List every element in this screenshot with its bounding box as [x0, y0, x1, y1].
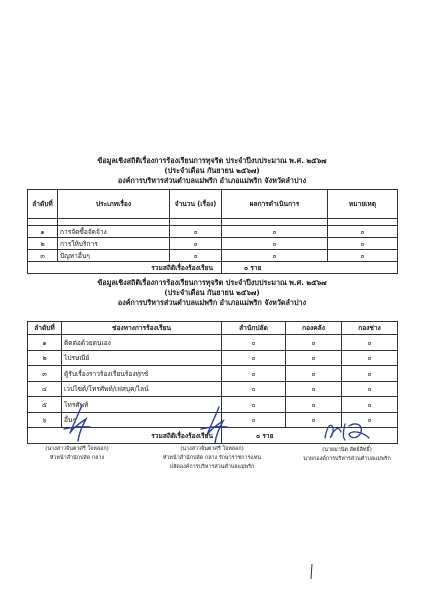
table-row [28, 238, 398, 250]
row-engineering: ๐ [342, 381, 398, 397]
table-spacer-row [28, 219, 398, 226]
row-note: ๐ [328, 238, 398, 250]
total-label: รวมสถิติเรื่องร้องเรียน [28, 428, 222, 444]
row-channel: เวปไซต์/โทรศัพท์/เฟสบุค/ไลน์ [62, 381, 222, 397]
row-engineering: ๐ [342, 350, 398, 366]
row-order: ๒ [28, 350, 62, 366]
row-engineering: ๐ [342, 397, 398, 413]
row-count: ๐ [170, 250, 222, 262]
header-office: สำนักปลัด [222, 322, 286, 335]
row-result: ๐ [222, 250, 328, 262]
handwritten-signature-icon [319, 418, 375, 446]
handwritten-signature-icon [52, 403, 102, 445]
section2-heading-line3: องค์การบริหารส่วนตำบลแม่พริก อำเภอแม่พริก จังหวัดลำปาง [117, 298, 307, 307]
section1-heading-line2: (ประจำเดือน กันยายน ๒๕๖๗) [164, 166, 260, 175]
row-channel: โทรศัพท์ [62, 397, 222, 413]
signature-3-name: (นายมานิต สัตย์สิทธิ์) [322, 447, 372, 453]
total-label: รวมสถิติเรื่องร้องเรียน [28, 262, 222, 274]
table-total-row [28, 262, 398, 274]
table-row [28, 226, 398, 238]
total-value: ๐ ราย [222, 428, 398, 444]
row-order: ๑ [28, 335, 62, 351]
row-note: ๐ [328, 250, 398, 262]
table-row [28, 381, 398, 397]
header-finance: กองคลัง [286, 322, 342, 335]
row-office: ๐ [222, 412, 286, 428]
row-type: ปัญหาอื่นๆ [58, 250, 170, 262]
row-result: ๐ [222, 226, 328, 238]
row-order: ๑ [28, 226, 58, 238]
header-order: ลำดับที่ [28, 190, 58, 219]
row-finance: ๐ [286, 381, 342, 397]
header-result: ผลการดำเนินการ [222, 190, 328, 219]
table-row [28, 366, 398, 382]
row-count: ๐ [170, 238, 222, 250]
header-order: ลำดับที่ [28, 322, 62, 335]
row-engineering: ๐ [342, 412, 398, 428]
handwritten-signature-icon [187, 405, 237, 445]
row-finance: ๐ [286, 397, 342, 413]
row-channel: อื่นๆ [62, 412, 222, 428]
complaint-type-table [27, 189, 398, 274]
row-order: ๒ [28, 238, 58, 250]
row-note: ๐ [328, 226, 398, 238]
row-order: ๓ [28, 366, 62, 382]
row-channel: ติดต่อด้วยตนเอง [62, 335, 222, 351]
row-finance: ๐ [286, 412, 342, 428]
row-office: ๐ [222, 335, 286, 351]
section1-heading-line1: ข้อมูลเชิงสถิติเรื่องการร้องเรียนการทุจริต ประจำปีงบประมาณ พ.ศ. ๒๕๖๗ [97, 156, 327, 165]
signature-2-name: (นางสาวจินตาศรี ใจหลอก) [180, 446, 244, 452]
row-engineering: ๐ [342, 366, 398, 382]
table-row [28, 350, 398, 366]
row-result: ๐ [222, 238, 328, 250]
header-type: ประเภทเรื่อง [58, 190, 170, 219]
header-note: หมายเหตุ [328, 190, 398, 219]
table-row [28, 335, 398, 351]
row-office: ๐ [222, 366, 286, 382]
signature-block-2 [150, 405, 274, 472]
table-header-row [28, 190, 398, 219]
signature-3-title: นายกองค์การบริหารส่วนตำบลแม่พริก [303, 456, 391, 462]
header-count: จำนวน (เรื่อง) [170, 190, 222, 219]
signature-1-name: (นางสาวจินตาศรี ใจหลอก) [45, 446, 109, 452]
row-finance: ๐ [286, 350, 342, 366]
header-engineering: กองช่าง [342, 322, 398, 335]
signature-block-3 [285, 418, 409, 464]
row-channel: ไปรษณีย์ [62, 350, 222, 366]
row-finance: ๐ [286, 366, 342, 382]
section1-heading-line3: องค์การบริหารส่วนตำบลแม่พริก อำเภอแม่พริก จังหวัดลำปาง [117, 176, 307, 185]
row-channel: ตู้รับเรื่องราวร้องเรียนร้องทุกข์ [62, 366, 222, 382]
table-header-row [28, 322, 398, 335]
signature-2-title-line2: ปลัดองค์การบริหารส่วนตำบลแม่พริก [169, 464, 255, 470]
signature-2-title: หัวหน้าสำนักปลัด กลาง รักษาราชการแทน [162, 455, 262, 461]
table-row [28, 250, 398, 262]
section2-heading-line2: (ประจำเดือน กันยายน ๒๕๖๗) [164, 288, 260, 297]
signature-1-title: หัวหน้าสำนักปลัด กลาง [49, 455, 105, 461]
row-order: ๓ [28, 250, 58, 262]
row-office: ๐ [222, 350, 286, 366]
row-engineering: ๐ [342, 335, 398, 351]
section1-heading [0, 156, 424, 186]
row-count: ๐ [170, 226, 222, 238]
row-order: ๕ [28, 397, 62, 413]
header-channel: ช่องทางการร้องเรียน [62, 322, 222, 335]
row-office: ๐ [222, 381, 286, 397]
row-type: การจัดซื้อจัดจ้าง [58, 226, 170, 238]
row-finance: ๐ [286, 335, 342, 351]
row-order: ๖ [28, 412, 62, 428]
total-value: ๐ ราย [222, 262, 398, 274]
section2-heading-line1: ข้อมูลเชิงสถิติเรื่องการร้องเรียนการทุจริต ประจำปีงบประมาณ พ.ศ. ๒๕๖๗ [97, 278, 327, 287]
row-type: การให้บริการ [58, 238, 170, 250]
pen-mark-icon [308, 563, 318, 581]
row-office: ๐ [222, 397, 286, 413]
section2-heading [0, 278, 424, 308]
signature-block-1 [22, 403, 132, 463]
row-order: ๔ [28, 381, 62, 397]
